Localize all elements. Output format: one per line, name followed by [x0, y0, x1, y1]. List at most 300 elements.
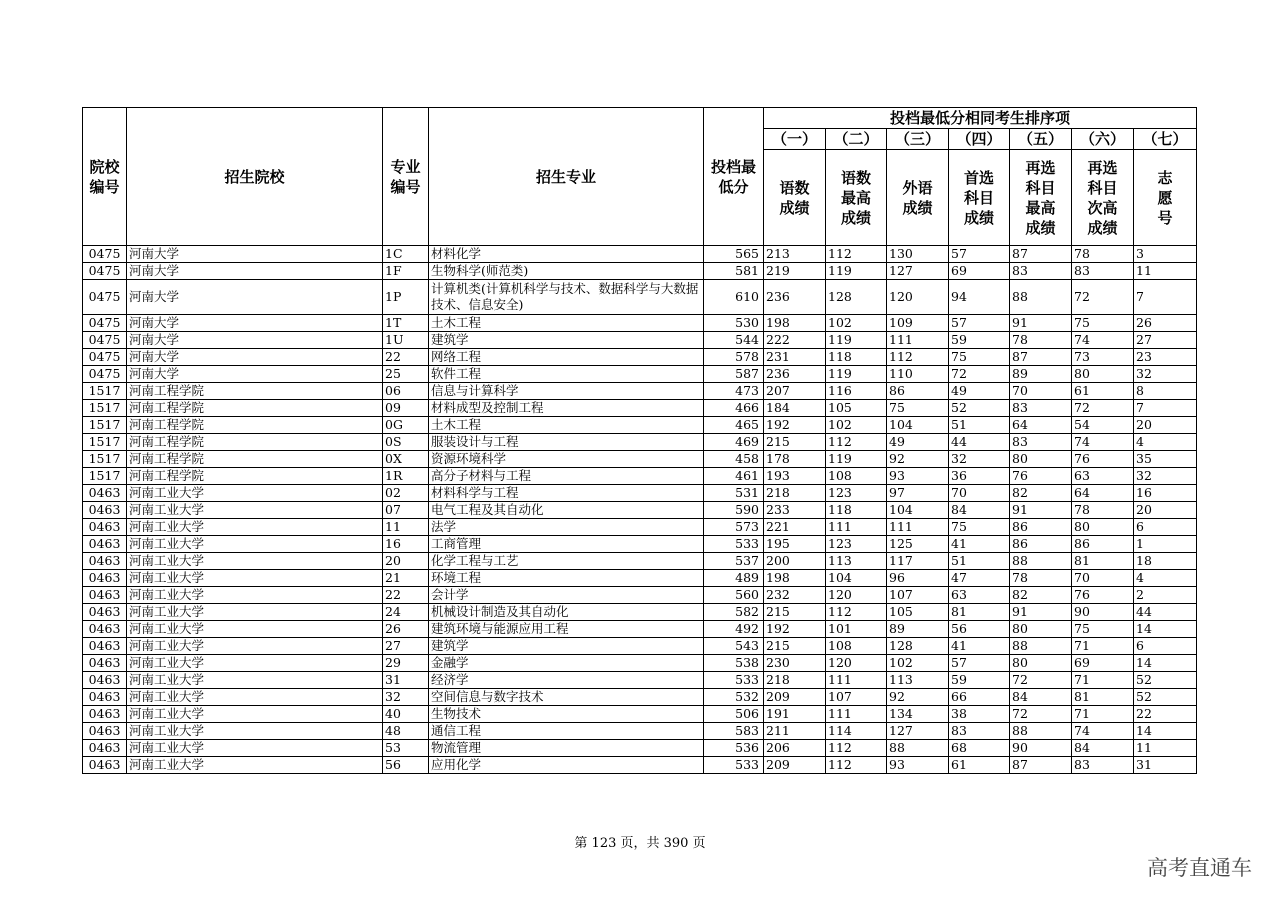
cell-elective-second: 71: [1072, 672, 1134, 689]
cell-chinese-math-max: 112: [826, 604, 887, 621]
cell-min-score: 469: [704, 434, 764, 451]
cell-preference-number: 6: [1134, 519, 1197, 536]
cell-elective-second: 80: [1072, 366, 1134, 383]
cell-major-name: 金融学: [429, 655, 704, 672]
cell-elective-max: 87: [1010, 757, 1072, 774]
header-elective-max: 再选科目最高成绩: [1010, 150, 1072, 246]
cell-preference-number: 27: [1134, 332, 1197, 349]
cell-major-name: 建筑环境与能源应用工程: [429, 621, 704, 638]
cell-school-code: 0475: [83, 280, 127, 315]
cell-elective-second: 81: [1072, 689, 1134, 706]
cell-school-name: 河南工业大学: [127, 536, 383, 553]
admission-score-table: [82, 107, 1197, 774]
cell-chinese-math-score: 178: [764, 451, 826, 468]
cell-elective-max: 72: [1010, 672, 1072, 689]
cell-elective-second: 78: [1072, 246, 1134, 263]
cell-school-code: 1517: [83, 417, 127, 434]
cell-school-code: 0463: [83, 723, 127, 740]
cell-school-name: 河南工业大学: [127, 655, 383, 672]
cell-major-code: 22: [383, 349, 429, 366]
header-min-score: 投档最低分: [704, 108, 764, 246]
header-row-1: [83, 108, 1197, 129]
cell-chinese-math-max: 107: [826, 689, 887, 706]
cell-first-subject-score: 94: [949, 280, 1010, 315]
header-order-3: （三）: [887, 129, 949, 150]
cell-major-code: 29: [383, 655, 429, 672]
cell-chinese-math-score: 191: [764, 706, 826, 723]
cell-elective-max: 80: [1010, 451, 1072, 468]
cell-chinese-math-score: 209: [764, 689, 826, 706]
cell-school-name: 河南大学: [127, 315, 383, 332]
cell-major-code: 11: [383, 519, 429, 536]
table-row: [83, 689, 1197, 706]
cell-preference-number: 14: [1134, 621, 1197, 638]
cell-chinese-math-score: 222: [764, 332, 826, 349]
cell-chinese-math-score: 206: [764, 740, 826, 757]
table-row: [83, 706, 1197, 723]
cell-chinese-math-max: 112: [826, 740, 887, 757]
table-row: [83, 757, 1197, 774]
cell-school-code: 1517: [83, 383, 127, 400]
table-row: [83, 519, 1197, 536]
cell-chinese-math-max: 102: [826, 315, 887, 332]
cell-foreign-language-score: 88: [887, 740, 949, 757]
cell-min-score: 461: [704, 468, 764, 485]
cell-major-name: 电气工程及其自动化: [429, 502, 704, 519]
cell-chinese-math-score: 215: [764, 638, 826, 655]
cell-min-score: 530: [704, 315, 764, 332]
cell-school-name: 河南工程学院: [127, 417, 383, 434]
cell-first-subject-score: 44: [949, 434, 1010, 451]
cell-school-name: 河南工业大学: [127, 485, 383, 502]
table-row: [83, 400, 1197, 417]
table-row: [83, 383, 1197, 400]
cell-major-code: 21: [383, 570, 429, 587]
cell-foreign-language-score: 130: [887, 246, 949, 263]
page-footer: 第 123 页，共 390 页: [574, 836, 706, 851]
cell-preference-number: 14: [1134, 723, 1197, 740]
cell-school-name: 河南工业大学: [127, 757, 383, 774]
cell-major-code: 20: [383, 553, 429, 570]
cell-elective-second: 74: [1072, 332, 1134, 349]
cell-elective-second: 76: [1072, 451, 1134, 468]
cell-major-code: 1F: [383, 263, 429, 280]
cell-major-name: 空间信息与数字技术: [429, 689, 704, 706]
cell-first-subject-score: 57: [949, 315, 1010, 332]
cell-first-subject-score: 59: [949, 332, 1010, 349]
cell-preference-number: 4: [1134, 434, 1197, 451]
cell-min-score: 465: [704, 417, 764, 434]
cell-school-code: 0463: [83, 536, 127, 553]
cell-school-name: 河南工业大学: [127, 570, 383, 587]
cell-school-name: 河南工业大学: [127, 604, 383, 621]
cell-major-code: 0S: [383, 434, 429, 451]
cell-preference-number: 14: [1134, 655, 1197, 672]
header-school-code: 院校编号: [83, 108, 127, 246]
cell-school-name: 河南工业大学: [127, 553, 383, 570]
table-row: [83, 468, 1197, 485]
cell-foreign-language-score: 93: [887, 468, 949, 485]
cell-major-name: 工商管理: [429, 536, 704, 553]
cell-elective-max: 72: [1010, 706, 1072, 723]
cell-chinese-math-max: 112: [826, 246, 887, 263]
table-row: [83, 280, 1197, 315]
cell-elective-second: 78: [1072, 502, 1134, 519]
cell-chinese-math-score: 195: [764, 536, 826, 553]
cell-school-code: 0463: [83, 604, 127, 621]
cell-school-code: 0463: [83, 485, 127, 502]
cell-preference-number: 31: [1134, 757, 1197, 774]
header-order-4: （四）: [949, 129, 1010, 150]
cell-foreign-language-score: 97: [887, 485, 949, 502]
cell-major-name: 土木工程: [429, 315, 704, 332]
cell-first-subject-score: 68: [949, 740, 1010, 757]
cell-first-subject-score: 59: [949, 672, 1010, 689]
cell-school-name: 河南工业大学: [127, 638, 383, 655]
cell-min-score: 587: [704, 366, 764, 383]
cell-school-code: 0463: [83, 740, 127, 757]
cell-min-score: 583: [704, 723, 764, 740]
cell-chinese-math-max: 128: [826, 280, 887, 315]
cell-preference-number: 8: [1134, 383, 1197, 400]
cell-school-code: 0463: [83, 587, 127, 604]
cell-elective-second: 64: [1072, 485, 1134, 502]
table-row: [83, 536, 1197, 553]
cell-chinese-math-max: 112: [826, 434, 887, 451]
cell-chinese-math-score: 221: [764, 519, 826, 536]
table-row: [83, 417, 1197, 434]
header-order-7: （七）: [1134, 129, 1197, 150]
cell-min-score: 582: [704, 604, 764, 621]
cell-school-code: 0463: [83, 621, 127, 638]
cell-elective-max: 91: [1010, 502, 1072, 519]
cell-elective-second: 54: [1072, 417, 1134, 434]
cell-elective-max: 84: [1010, 689, 1072, 706]
cell-elective-second: 80: [1072, 519, 1134, 536]
header-order-2: （二）: [826, 129, 887, 150]
cell-preference-number: 22: [1134, 706, 1197, 723]
table-row: [83, 740, 1197, 757]
header-chinese-math-max: 语数最高成绩: [826, 150, 887, 246]
cell-elective-max: 88: [1010, 553, 1072, 570]
cell-first-subject-score: 70: [949, 485, 1010, 502]
cell-school-code: 0463: [83, 689, 127, 706]
cell-elective-max: 76: [1010, 468, 1072, 485]
cell-first-subject-score: 56: [949, 621, 1010, 638]
cell-chinese-math-max: 123: [826, 485, 887, 502]
cell-preference-number: 18: [1134, 553, 1197, 570]
cell-elective-second: 69: [1072, 655, 1134, 672]
cell-major-name: 信息与计算科学: [429, 383, 704, 400]
cell-foreign-language-score: 127: [887, 723, 949, 740]
header-preference-number: 志愿号: [1134, 150, 1197, 246]
cell-school-name: 河南大学: [127, 332, 383, 349]
header-foreign-language-score: 外语成绩: [887, 150, 949, 246]
cell-preference-number: 3: [1134, 246, 1197, 263]
cell-chinese-math-max: 108: [826, 638, 887, 655]
cell-first-subject-score: 66: [949, 689, 1010, 706]
cell-chinese-math-max: 111: [826, 672, 887, 689]
cell-major-code: 07: [383, 502, 429, 519]
cell-preference-number: 11: [1134, 263, 1197, 280]
cell-chinese-math-score: 207: [764, 383, 826, 400]
cell-elective-max: 83: [1010, 400, 1072, 417]
cell-elective-second: 73: [1072, 349, 1134, 366]
cell-min-score: 590: [704, 502, 764, 519]
cell-min-score: 531: [704, 485, 764, 502]
cell-elective-max: 64: [1010, 417, 1072, 434]
cell-major-name: 生物科学(师范类): [429, 263, 704, 280]
cell-school-name: 河南工程学院: [127, 400, 383, 417]
cell-first-subject-score: 32: [949, 451, 1010, 468]
cell-chinese-math-max: 120: [826, 655, 887, 672]
table-row: [83, 672, 1197, 689]
cell-major-name: 服装设计与工程: [429, 434, 704, 451]
header-order-5: （五）: [1010, 129, 1072, 150]
cell-elective-max: 89: [1010, 366, 1072, 383]
cell-school-code: 0475: [83, 263, 127, 280]
cell-major-code: 1R: [383, 468, 429, 485]
cell-foreign-language-score: 92: [887, 451, 949, 468]
cell-min-score: 532: [704, 689, 764, 706]
cell-chinese-math-score: 231: [764, 349, 826, 366]
cell-elective-second: 63: [1072, 468, 1134, 485]
cell-chinese-math-score: 233: [764, 502, 826, 519]
cell-foreign-language-score: 105: [887, 604, 949, 621]
cell-chinese-math-score: 215: [764, 604, 826, 621]
cell-chinese-math-max: 101: [826, 621, 887, 638]
cell-major-code: 48: [383, 723, 429, 740]
cell-min-score: 533: [704, 672, 764, 689]
watermark: 高考直通车: [1147, 856, 1252, 880]
cell-first-subject-score: 52: [949, 400, 1010, 417]
cell-foreign-language-score: 107: [887, 587, 949, 604]
cell-min-score: 578: [704, 349, 764, 366]
cell-elective-second: 71: [1072, 706, 1134, 723]
cell-foreign-language-score: 113: [887, 672, 949, 689]
cell-major-code: 27: [383, 638, 429, 655]
cell-first-subject-score: 72: [949, 366, 1010, 383]
cell-chinese-math-max: 104: [826, 570, 887, 587]
header-first-subject-score: 首选科目成绩: [949, 150, 1010, 246]
cell-min-score: 581: [704, 263, 764, 280]
cell-min-score: 473: [704, 383, 764, 400]
cell-major-name: 材料化学: [429, 246, 704, 263]
header-tiebreak-group: 投档最低分相同考生排序项: [764, 108, 1197, 129]
cell-preference-number: 11: [1134, 740, 1197, 757]
cell-preference-number: 52: [1134, 689, 1197, 706]
cell-school-code: 0475: [83, 315, 127, 332]
table-row: [83, 485, 1197, 502]
cell-chinese-math-max: 111: [826, 519, 887, 536]
header-major-code: 专业编号: [383, 108, 429, 246]
cell-foreign-language-score: 120: [887, 280, 949, 315]
cell-preference-number: 7: [1134, 280, 1197, 315]
cell-foreign-language-score: 127: [887, 263, 949, 280]
cell-foreign-language-score: 92: [887, 689, 949, 706]
cell-first-subject-score: 61: [949, 757, 1010, 774]
cell-chinese-math-score: 198: [764, 315, 826, 332]
cell-major-name: 物流管理: [429, 740, 704, 757]
cell-school-name: 河南大学: [127, 263, 383, 280]
cell-preference-number: 20: [1134, 502, 1197, 519]
cell-major-code: 31: [383, 672, 429, 689]
cell-major-name: 材料科学与工程: [429, 485, 704, 502]
cell-elective-max: 87: [1010, 246, 1072, 263]
cell-school-name: 河南工程学院: [127, 468, 383, 485]
cell-foreign-language-score: 110: [887, 366, 949, 383]
cell-first-subject-score: 51: [949, 553, 1010, 570]
cell-foreign-language-score: 125: [887, 536, 949, 553]
cell-elective-second: 76: [1072, 587, 1134, 604]
cell-major-name: 生物技术: [429, 706, 704, 723]
cell-elective-max: 90: [1010, 740, 1072, 757]
cell-major-name: 高分子材料与工程: [429, 468, 704, 485]
cell-first-subject-score: 51: [949, 417, 1010, 434]
cell-school-code: 0475: [83, 246, 127, 263]
cell-chinese-math-score: 192: [764, 417, 826, 434]
cell-school-code: 0475: [83, 366, 127, 383]
cell-major-code: 56: [383, 757, 429, 774]
cell-first-subject-score: 38: [949, 706, 1010, 723]
cell-school-code: 0463: [83, 519, 127, 536]
table-row: [83, 366, 1197, 383]
cell-major-code: 06: [383, 383, 429, 400]
cell-major-name: 网络工程: [429, 349, 704, 366]
table-row: [83, 246, 1197, 263]
cell-chinese-math-max: 119: [826, 451, 887, 468]
table-row: [83, 332, 1197, 349]
cell-preference-number: 23: [1134, 349, 1197, 366]
cell-min-score: 544: [704, 332, 764, 349]
cell-min-score: 543: [704, 638, 764, 655]
cell-major-code: 32: [383, 689, 429, 706]
cell-chinese-math-max: 120: [826, 587, 887, 604]
cell-elective-second: 83: [1072, 757, 1134, 774]
cell-major-code: 22: [383, 587, 429, 604]
cell-min-score: 466: [704, 400, 764, 417]
cell-elective-second: 90: [1072, 604, 1134, 621]
table-row: [83, 553, 1197, 570]
cell-major-name: 建筑学: [429, 638, 704, 655]
cell-foreign-language-score: 104: [887, 417, 949, 434]
cell-chinese-math-score: 236: [764, 366, 826, 383]
cell-first-subject-score: 57: [949, 655, 1010, 672]
cell-elective-max: 83: [1010, 434, 1072, 451]
cell-preference-number: 1: [1134, 536, 1197, 553]
cell-chinese-math-max: 105: [826, 400, 887, 417]
cell-major-name: 经济学: [429, 672, 704, 689]
cell-min-score: 506: [704, 706, 764, 723]
cell-elective-second: 72: [1072, 400, 1134, 417]
cell-foreign-language-score: 111: [887, 519, 949, 536]
cell-min-score: 533: [704, 536, 764, 553]
cell-major-name: 化学工程与工艺: [429, 553, 704, 570]
cell-school-name: 河南工业大学: [127, 723, 383, 740]
cell-chinese-math-max: 114: [826, 723, 887, 740]
cell-school-name: 河南大学: [127, 280, 383, 315]
cell-major-code: 1P: [383, 280, 429, 315]
cell-school-name: 河南工业大学: [127, 621, 383, 638]
cell-chinese-math-max: 119: [826, 332, 887, 349]
cell-chinese-math-score: 236: [764, 280, 826, 315]
header-elective-second: 再选科目次高成绩: [1072, 150, 1134, 246]
cell-major-code: 25: [383, 366, 429, 383]
cell-school-name: 河南工程学院: [127, 434, 383, 451]
cell-school-code: 1517: [83, 451, 127, 468]
cell-chinese-math-score: 211: [764, 723, 826, 740]
cell-preference-number: 52: [1134, 672, 1197, 689]
cell-school-name: 河南工业大学: [127, 519, 383, 536]
cell-min-score: 538: [704, 655, 764, 672]
cell-major-name: 法学: [429, 519, 704, 536]
cell-chinese-math-score: 184: [764, 400, 826, 417]
cell-major-name: 建筑学: [429, 332, 704, 349]
cell-foreign-language-score: 104: [887, 502, 949, 519]
cell-major-name: 土木工程: [429, 417, 704, 434]
cell-major-name: 环境工程: [429, 570, 704, 587]
cell-school-name: 河南工业大学: [127, 672, 383, 689]
cell-major-code: 24: [383, 604, 429, 621]
cell-chinese-math-max: 118: [826, 502, 887, 519]
cell-elective-second: 61: [1072, 383, 1134, 400]
cell-school-code: 1517: [83, 434, 127, 451]
table-row: [83, 638, 1197, 655]
cell-first-subject-score: 75: [949, 349, 1010, 366]
cell-elective-max: 82: [1010, 587, 1072, 604]
cell-major-code: 53: [383, 740, 429, 757]
cell-chinese-math-max: 108: [826, 468, 887, 485]
cell-elective-max: 82: [1010, 485, 1072, 502]
cell-school-name: 河南大学: [127, 366, 383, 383]
header-order-6: （六）: [1072, 129, 1134, 150]
table-row: [83, 502, 1197, 519]
cell-school-name: 河南大学: [127, 349, 383, 366]
cell-elective-max: 78: [1010, 570, 1072, 587]
cell-chinese-math-score: 198: [764, 570, 826, 587]
cell-first-subject-score: 75: [949, 519, 1010, 536]
cell-school-code: 0463: [83, 553, 127, 570]
cell-school-code: 0463: [83, 706, 127, 723]
cell-chinese-math-max: 123: [826, 536, 887, 553]
table-row: [83, 570, 1197, 587]
cell-elective-max: 83: [1010, 263, 1072, 280]
cell-foreign-language-score: 128: [887, 638, 949, 655]
cell-chinese-math-score: 218: [764, 485, 826, 502]
cell-elective-max: 88: [1010, 723, 1072, 740]
cell-elective-second: 83: [1072, 263, 1134, 280]
cell-min-score: 458: [704, 451, 764, 468]
cell-foreign-language-score: 89: [887, 621, 949, 638]
cell-school-name: 河南大学: [127, 246, 383, 263]
cell-preference-number: 7: [1134, 400, 1197, 417]
table-row: [83, 263, 1197, 280]
cell-chinese-math-max: 119: [826, 263, 887, 280]
cell-chinese-math-score: 213: [764, 246, 826, 263]
cell-chinese-math-score: 218: [764, 672, 826, 689]
cell-school-code: 0463: [83, 672, 127, 689]
cell-first-subject-score: 63: [949, 587, 1010, 604]
cell-chinese-math-max: 112: [826, 757, 887, 774]
cell-school-code: 0463: [83, 638, 127, 655]
cell-chinese-math-max: 111: [826, 706, 887, 723]
cell-preference-number: 32: [1134, 468, 1197, 485]
cell-elective-second: 81: [1072, 553, 1134, 570]
cell-elective-max: 80: [1010, 621, 1072, 638]
cell-foreign-language-score: 86: [887, 383, 949, 400]
header-order-1: （一）: [764, 129, 826, 150]
cell-chinese-math-score: 219: [764, 263, 826, 280]
